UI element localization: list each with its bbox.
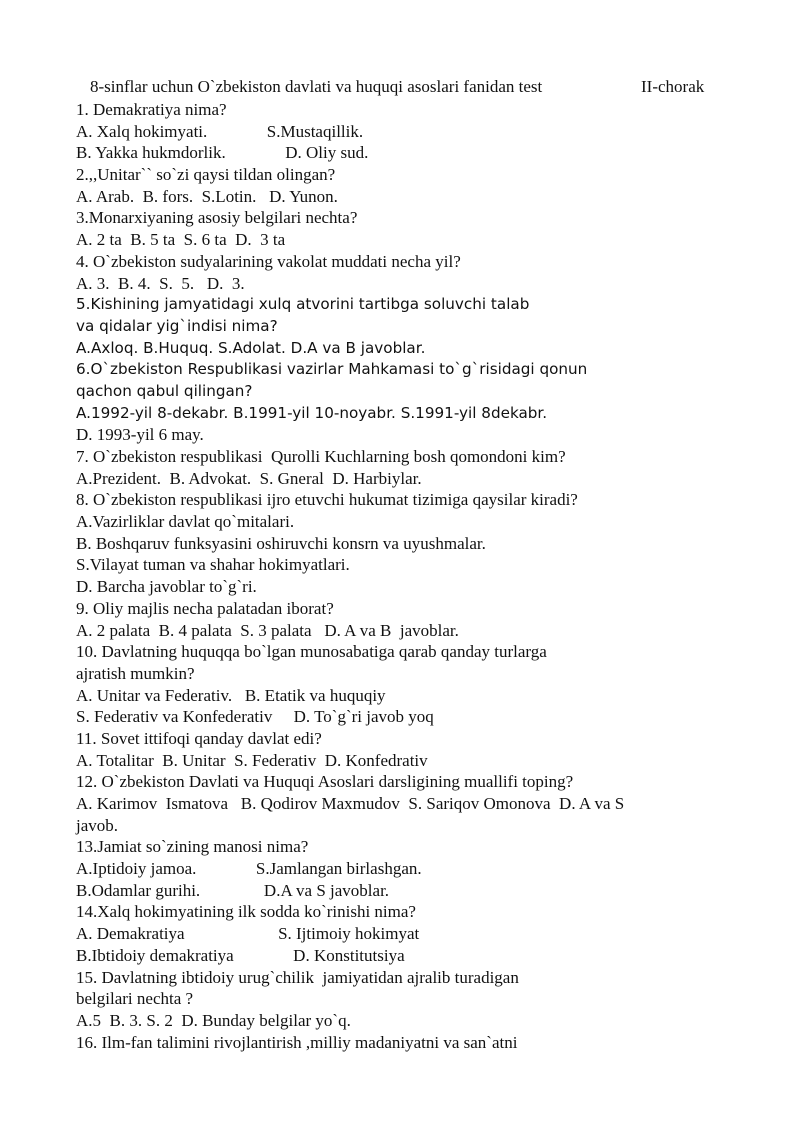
question-3-text: 3.Monarxiyaning asosiy belgilari nechta? bbox=[76, 208, 358, 228]
question-8-option-d: D. Barcha javoblar to`g`ri. bbox=[76, 577, 257, 597]
question-6-options-cont: D. 1993-yil 6 may. bbox=[76, 425, 204, 445]
question-12-options: A. Karimov Ismatova B. Qodirov Maxmudov S. Sariqov Omonova D. A va S bbox=[76, 794, 625, 813]
question-6-options: A.1992-yil 8-dekabr. B.1991-yil 10-noyabr. S.1991-yil 8dekabr. bbox=[76, 403, 548, 422]
question-2-text: 2.,,Unitar`` so`zi qaysi tildan olingan? bbox=[76, 165, 336, 185]
test-questions bbox=[76, 99, 766, 1053]
question-10-options-a: A. Unitar va Federativ. B. Etatik va huquqiy bbox=[76, 685, 386, 705]
question-12-text: 12. O`zbekiston Davlati va Huquqi Asoslari darsligining muallifi toping? bbox=[76, 772, 574, 792]
question-8-option-b: B. Boshqaruv funksyasini oshiruvchi konsrn va uyushmalar. bbox=[76, 533, 486, 553]
question-5-text: 5.Kishining jamyatidagi xulq atvorini tartibga soluvchi talab bbox=[76, 295, 530, 314]
question-8-option-a: A.Vazirliklar davlat qo`mitalari. bbox=[76, 512, 295, 532]
question-8-text: 8. O`zbekiston respublikasi ijro etuvchi hukumat tizimiga qaysilar kiradi? bbox=[76, 490, 578, 510]
question-4-text: 4. O`zbekiston sudyalarining vakolat muddati necha yil? bbox=[76, 251, 461, 271]
question-15-options: A.5 B. 3. S. 2 D. Bunday belgilar yo`q. bbox=[76, 1010, 351, 1030]
question-7-options: A.Prezident. B. Advokat. S. Gneral D. Harbiylar. bbox=[76, 468, 422, 488]
test-header bbox=[90, 77, 750, 99]
question-10-text: 10. Davlatning huquqqa bo`lgan munosabatiga qarab qanday turlarga bbox=[76, 642, 547, 662]
question-13-options-a: A.Iptidoiy jamoa. S.Jamlangan birlashgan. bbox=[76, 859, 422, 879]
question-1-options-a: A. Xalq hokimyati. S.Mustaqillik. bbox=[76, 121, 364, 141]
question-8-option-s: S.Vilayat tuman va shahar hokimyatlari. bbox=[76, 555, 350, 575]
question-10-options-s: S. Federativ va Konfederativ D. To`g`ri javob yoq bbox=[76, 707, 434, 727]
question-4-options: A. 3. B. 4. S. 5. D. 3. bbox=[76, 273, 245, 293]
question-10-text-cont: ajratish mumkin? bbox=[76, 663, 195, 683]
question-5-text-cont: va qidalar yig`indisi nima? bbox=[76, 316, 278, 335]
question-6-text-cont: qachon qabul qilingan? bbox=[76, 381, 253, 400]
question-14-options-a: A. Demakratiya S. Ijtimoiy hokimyat bbox=[76, 924, 420, 944]
question-15-text: 15. Davlatning ibtidoiy urug`chilik jamiyatidan ajralib turadigan bbox=[76, 967, 519, 987]
question-11-text: 11. Sovet ittifoqi qanday davlat edi? bbox=[76, 728, 322, 748]
question-1-options-b: B. Yakka hukmdorlik. D. Oliy sud. bbox=[76, 143, 369, 163]
question-6-text: 6.O`zbekiston Respublikasi vazirlar Mahkamasi to`g`risidagi qonun bbox=[76, 360, 588, 379]
question-16-text: 16. Ilm-fan talimini rivojlantirish ,milliy madaniyatni va san`atni bbox=[76, 1032, 518, 1052]
question-7-text: 7. O`zbekiston respublikasi Qurolli Kuchlarning bosh qomondoni kim? bbox=[76, 447, 566, 466]
question-1-text: 1. Demakratiya nima? bbox=[76, 100, 227, 119]
question-13-text: 13.Jamiat so`zining manosi nima? bbox=[76, 837, 309, 857]
test-title: 8-sinflar uchun O`zbekiston davlati va huquqi asoslari fanidan test bbox=[90, 77, 543, 96]
question-5-options: A.Axloq. B.Huquq. S.Adolat. D.A va B javoblar. bbox=[76, 338, 426, 357]
question-9-options: A. 2 palata B. 4 palata S. 3 palata D. A va B javoblar. bbox=[76, 620, 459, 640]
question-12-options-cont: javob. bbox=[76, 815, 119, 835]
question-3-options: A. 2 ta B. 5 ta S. 6 ta D. 3 ta bbox=[76, 230, 286, 250]
question-9-text: 9. Oliy majlis necha palatadan iborat? bbox=[76, 598, 334, 618]
quarter-label: II-chorak bbox=[641, 77, 705, 96]
question-11-options: A. Totalitar B. Unitar S. Federativ D. Konfedrativ bbox=[76, 750, 428, 770]
question-13-options-b: B.Odamlar gurihi. D.A va S javoblar. bbox=[76, 880, 390, 900]
question-2-options: A. Arab. B. fors. S.Lotin. D. Yunon. bbox=[76, 186, 338, 206]
question-14-text: 14.Xalq hokimyatining ilk sodda ko`rinishi nima? bbox=[76, 902, 416, 922]
question-15-text-cont: belgilari nechta ? bbox=[76, 989, 194, 1009]
question-14-options-b: B.Ibtidoiy demakratiya D. Konstitutsiya bbox=[76, 945, 405, 965]
